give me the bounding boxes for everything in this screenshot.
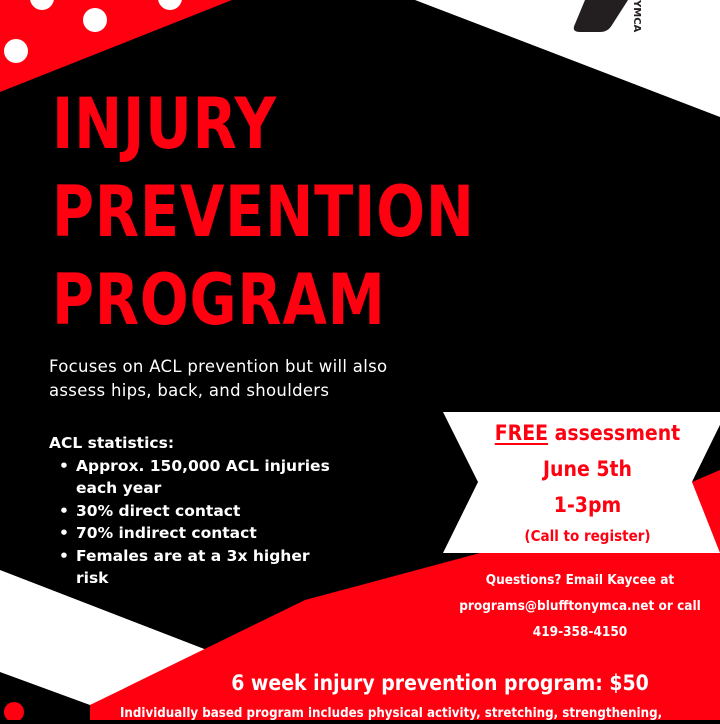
title-line-3: PROGRAM — [52, 259, 386, 341]
contact-email[interactable]: programs@blufftonymca.net or call — [459, 599, 701, 614]
ymca-logo-text: YMCA — [631, 0, 642, 33]
page-title — [52, 80, 475, 344]
stats-heading: ACL statistics: — [49, 434, 175, 452]
stats-item: • 70% indirect contact — [76, 522, 346, 545]
title-line-1: INJURY — [52, 83, 277, 165]
assessment-details — [470, 412, 705, 549]
assessment-note: (Call to register) — [524, 527, 651, 545]
intro-line-1: Focuses on ACL prevention but will also — [49, 357, 388, 376]
title-line-2: PREVENTION — [52, 171, 475, 253]
contact-info — [451, 568, 709, 646]
acl-statistics — [49, 432, 346, 590]
free-label: FREE — [494, 421, 549, 445]
program-description: Individually based program includes physical activity, stretching, strengthening, — [120, 705, 663, 721]
program-price: 6 week injury prevention program: $50 — [231, 671, 649, 695]
intro-line-2: assess hips, back, and shoulders — [49, 381, 330, 400]
stats-item: • 30% direct contact — [76, 500, 346, 523]
contact-phone[interactable]: 419-358-4150 — [532, 625, 628, 640]
program-intro — [49, 355, 387, 403]
stats-item: • Approx. 150,000 ACL injuries each year — [76, 455, 346, 500]
contact-line-1: Questions? Email Kaycee at — [485, 573, 675, 588]
assessment-headline — [482, 415, 694, 451]
stats-item: • Females are at a 3x higher risk — [76, 545, 346, 590]
assessment-label: assessment — [548, 421, 681, 445]
assessment-date: June 5th — [543, 457, 632, 481]
stats-list — [49, 455, 346, 590]
assessment-time: 1-3pm — [553, 493, 622, 517]
